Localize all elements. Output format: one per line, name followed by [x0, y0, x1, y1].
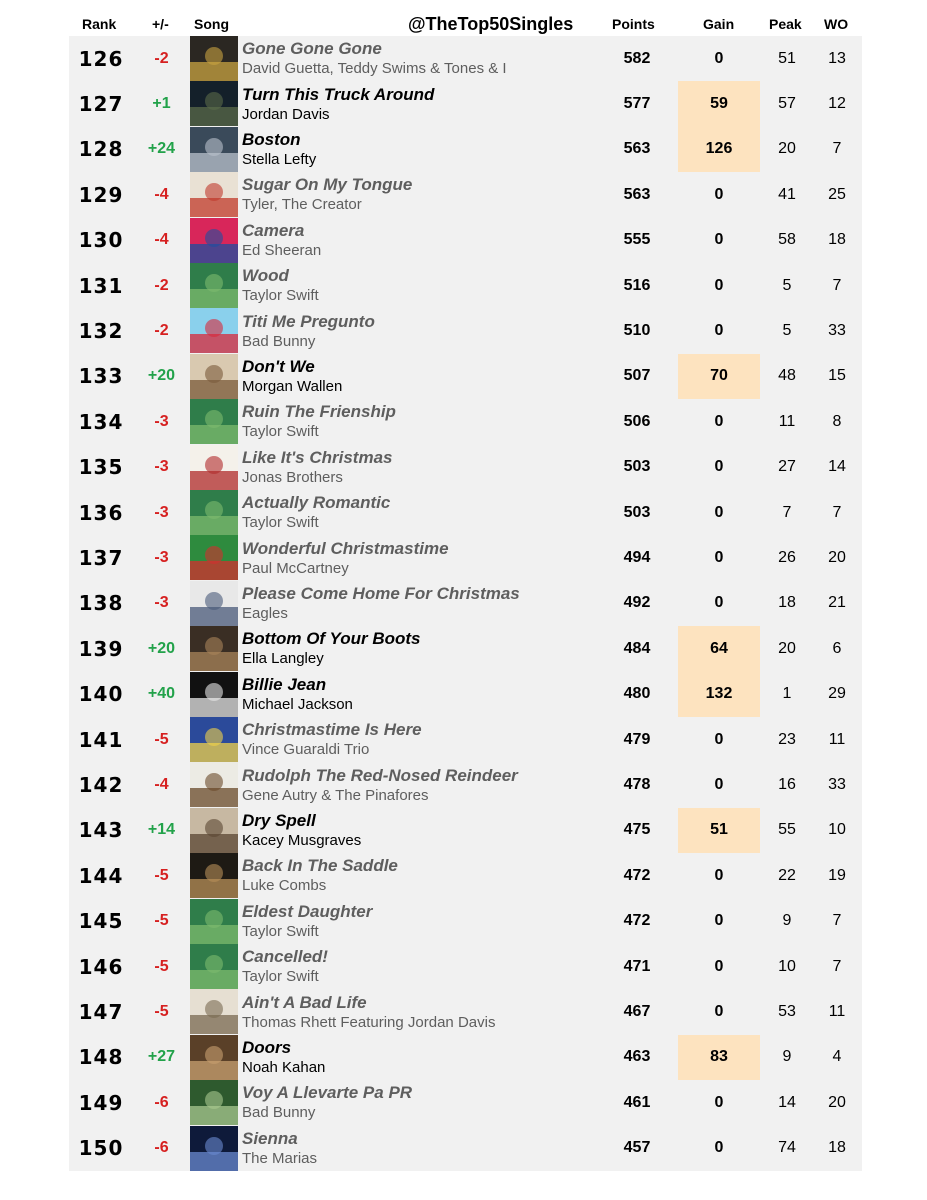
header-gain: Gain [703, 16, 735, 32]
song-title: Sienna [242, 1128, 298, 1148]
gain-value: 0 [714, 322, 724, 340]
rank-number: 138 [78, 591, 124, 616]
peak-value: 23 [778, 730, 796, 748]
song-artist: Bad Bunny [242, 332, 316, 350]
song-artist: Thomas Rhett Featuring Jordan Davis [242, 1013, 496, 1031]
rank-change: +40 [147, 685, 176, 703]
song-artist: Ella Langley [242, 650, 324, 668]
song-artist: Tyler, The Creator [242, 196, 362, 214]
rank-number: 129 [78, 182, 124, 207]
table-row [69, 36, 862, 81]
points-value: 506 [623, 412, 651, 430]
chart-account-title: @TheTop50Singles [408, 14, 574, 34]
song-title: Back In The Saddle [242, 856, 398, 876]
album-art-image [190, 399, 238, 444]
points-value: 492 [623, 594, 651, 612]
song-artist: Stella Lefty [242, 150, 317, 168]
song-artist: Michael Jackson [242, 695, 353, 713]
song-artist: Vince Guaraldi Trio [242, 741, 370, 759]
gain-value: 0 [714, 866, 724, 884]
rank-change: -6 [154, 1139, 169, 1157]
peak-value: 9 [782, 912, 792, 930]
points-value: 503 [623, 503, 651, 521]
song-title: Wonderful Christmastime [242, 538, 449, 558]
rank-change: -5 [154, 1003, 169, 1021]
peak-value: 20 [778, 140, 796, 158]
song-title: Don't We [242, 356, 315, 376]
album-art-image [190, 899, 238, 944]
album-art-image [190, 1126, 238, 1171]
peak-value: 48 [778, 367, 796, 385]
album-art-image [190, 218, 238, 263]
table-row [69, 127, 862, 172]
header-wo: WO [824, 16, 849, 32]
album-art-image [190, 626, 238, 671]
rank-change: +20 [147, 367, 176, 385]
rank-number: 142 [78, 773, 124, 798]
header-peak: Peak [769, 16, 802, 32]
gain-value: 0 [714, 458, 724, 476]
header-change: +/- [152, 16, 169, 32]
weeks-on-value: 11 [828, 1003, 846, 1021]
points-value: 484 [623, 639, 651, 657]
gain-value: 0 [714, 49, 724, 67]
points-value: 503 [623, 458, 651, 476]
points-value: 582 [623, 49, 651, 67]
table-row [69, 989, 862, 1034]
rank-number: 148 [78, 1045, 124, 1070]
album-art-image [190, 308, 238, 353]
peak-value: 18 [778, 594, 796, 612]
table-row [69, 172, 862, 217]
rank-change: +1 [152, 95, 171, 113]
table-row [69, 899, 862, 944]
points-value: 494 [623, 549, 651, 567]
gain-value: 0 [714, 912, 724, 930]
peak-value: 74 [778, 1139, 796, 1157]
song-title: Titi Me Pregunto [242, 311, 375, 331]
song-title: Christmastime Is Here [242, 720, 422, 740]
album-art-image [190, 354, 238, 399]
album-art-image [190, 127, 238, 172]
weeks-on-value: 21 [828, 594, 846, 612]
song-title: Dry Spell [242, 810, 316, 830]
gain-value: 0 [714, 1139, 724, 1157]
album-art-image [190, 445, 238, 490]
song-artist: The Marias [242, 1149, 318, 1167]
peak-value: 7 [782, 503, 792, 521]
album-art-image [190, 36, 238, 81]
rank-change: -5 [154, 730, 169, 748]
song-artist: Noah Kahan [242, 1058, 326, 1076]
song-artist: Taylor Swift [242, 287, 319, 305]
gain-value: 59 [678, 81, 760, 126]
album-art-image [190, 581, 238, 626]
table-row [69, 399, 862, 444]
points-value: 480 [623, 685, 651, 703]
song-title: Cancelled! [242, 947, 328, 967]
peak-value: 14 [778, 1093, 796, 1111]
song-artist: Jonas Brothers [242, 468, 343, 486]
weeks-on-value: 7 [832, 957, 842, 975]
table-row [69, 717, 862, 762]
rank-change: -4 [154, 231, 169, 249]
table-row [69, 445, 862, 490]
weeks-on-value: 20 [828, 1093, 846, 1111]
weeks-on-value: 4 [832, 1048, 842, 1066]
album-art-image [190, 989, 238, 1034]
rank-number: 140 [78, 682, 124, 707]
rank-change: -5 [154, 957, 169, 975]
song-artist: Kacey Musgraves [242, 831, 362, 849]
weeks-on-value: 10 [828, 821, 846, 839]
peak-value: 51 [778, 49, 796, 67]
table-row [69, 1080, 862, 1125]
points-value: 461 [623, 1093, 651, 1111]
album-art-image [190, 672, 238, 717]
points-value: 457 [623, 1139, 651, 1157]
song-artist: Eagles [242, 604, 288, 622]
table-row [69, 762, 862, 807]
rank-number: 145 [78, 909, 124, 934]
rank-change: +14 [147, 821, 176, 839]
table-row [69, 1126, 862, 1171]
points-value: 507 [623, 367, 651, 385]
song-artist: Taylor Swift [242, 423, 319, 441]
weeks-on-value: 7 [832, 276, 842, 294]
rank-change: +20 [147, 639, 176, 657]
table-row [69, 218, 862, 263]
song-title: Voy A Llevarte Pa PR [242, 1083, 413, 1103]
song-title: Gone Gone Gone [242, 39, 382, 59]
weeks-on-value: 20 [828, 549, 846, 567]
gain-value: 0 [714, 231, 724, 249]
rank-change: +24 [147, 140, 176, 158]
table-row [69, 672, 862, 717]
gain-value: 0 [714, 276, 724, 294]
weeks-on-value: 14 [828, 458, 846, 476]
weeks-on-value: 6 [832, 639, 842, 657]
header-song: Song [194, 16, 229, 32]
peak-value: 41 [778, 185, 796, 203]
gain-value: 0 [714, 549, 724, 567]
album-art-image [190, 762, 238, 807]
rank-number: 126 [78, 46, 124, 71]
song-title: Like It's Christmas [242, 447, 393, 467]
gain-value: 0 [714, 594, 724, 612]
gain-value: 0 [714, 503, 724, 521]
points-value: 516 [623, 276, 651, 294]
peak-value: 5 [782, 276, 792, 294]
rank-number: 143 [78, 818, 124, 843]
points-value: 478 [623, 776, 651, 794]
rank-number: 130 [78, 228, 124, 253]
peak-value: 1 [782, 685, 792, 703]
weeks-on-value: 12 [828, 95, 846, 113]
gain-value: 0 [714, 1093, 724, 1111]
peak-value: 53 [778, 1003, 796, 1021]
rank-change: -2 [154, 276, 169, 294]
gain-value: 0 [714, 776, 724, 794]
points-value: 577 [623, 95, 651, 113]
song-title: Turn This Truck Around [242, 84, 435, 104]
song-artist: Paul McCartney [242, 559, 349, 577]
rank-number: 146 [78, 954, 124, 979]
album-art-image [190, 81, 238, 126]
weeks-on-value: 19 [828, 866, 846, 884]
rank-number: 133 [78, 364, 124, 389]
rank-number: 134 [78, 409, 124, 434]
table-row [69, 490, 862, 535]
rank-change: -6 [154, 1093, 169, 1111]
table-header [0, 0, 927, 36]
table-row [69, 535, 862, 580]
peak-value: 5 [782, 322, 792, 340]
gain-value: 0 [714, 1003, 724, 1021]
song-artist: Taylor Swift [242, 968, 319, 986]
peak-value: 26 [778, 549, 796, 567]
weeks-on-value: 7 [832, 140, 842, 158]
gain-value: 0 [714, 957, 724, 975]
song-title: Please Come Home For Christmas [242, 583, 520, 603]
rank-number: 132 [78, 319, 124, 344]
weeks-on-value: 7 [832, 503, 842, 521]
song-title: Ain't A Bad Life [242, 992, 367, 1012]
gain-value: 70 [678, 354, 760, 399]
rank-number: 144 [78, 863, 124, 888]
song-title: Camera [242, 220, 305, 240]
table-row [69, 626, 862, 671]
table-row [69, 81, 862, 126]
rank-change: -5 [154, 866, 169, 884]
weeks-on-value: 33 [828, 776, 846, 794]
rank-change: -3 [154, 549, 169, 567]
weeks-on-value: 8 [832, 412, 842, 430]
rank-number: 136 [78, 500, 124, 525]
album-art-image [190, 1080, 238, 1125]
rank-number: 147 [78, 1000, 124, 1025]
rank-change: -5 [154, 912, 169, 930]
gain-value: 0 [714, 412, 724, 430]
album-art-image [190, 490, 238, 535]
table-row [69, 853, 862, 898]
table-row [69, 1035, 862, 1080]
rank-number: 150 [78, 1136, 124, 1161]
peak-value: 20 [778, 639, 796, 657]
points-value: 475 [623, 821, 651, 839]
gain-value: 126 [678, 127, 760, 172]
points-value: 471 [623, 957, 651, 975]
points-value: 479 [623, 730, 651, 748]
points-value: 467 [623, 1003, 651, 1021]
weeks-on-value: 25 [828, 185, 846, 203]
song-artist: David Guetta, Teddy Swims & Tones & I [242, 60, 507, 78]
album-art-image [190, 808, 238, 853]
weeks-on-value: 18 [828, 1139, 846, 1157]
rank-number: 135 [78, 455, 124, 480]
rank-number: 131 [78, 273, 124, 298]
song-title: Rudolph The Red-Nosed Reindeer [242, 765, 518, 785]
weeks-on-value: 29 [828, 685, 846, 703]
rank-number: 139 [78, 636, 124, 661]
table-row [69, 808, 862, 853]
gain-value: 132 [678, 672, 760, 717]
song-title: Actually Romantic [242, 493, 391, 513]
rank-number: 127 [78, 92, 124, 117]
rank-change: -3 [154, 594, 169, 612]
gain-value: 83 [678, 1035, 760, 1080]
song-title: Sugar On My Tongue [242, 175, 413, 195]
album-art-image [190, 172, 238, 217]
song-title: Eldest Daughter [242, 901, 373, 921]
header-points: Points [612, 16, 655, 32]
song-title: Ruin The Frienship [242, 402, 396, 422]
weeks-on-value: 7 [832, 912, 842, 930]
rank-change: -3 [154, 412, 169, 430]
points-value: 472 [623, 866, 651, 884]
table-row [69, 263, 862, 308]
peak-value: 27 [778, 458, 796, 476]
peak-value: 16 [778, 776, 796, 794]
song-artist: Ed Sheeran [242, 241, 322, 259]
album-art-image [190, 944, 238, 989]
song-artist: Taylor Swift [242, 514, 319, 532]
points-value: 472 [623, 912, 651, 930]
rank-number: 137 [78, 546, 124, 571]
points-value: 563 [623, 140, 651, 158]
song-title: Boston [242, 129, 301, 149]
song-title: Wood [242, 266, 289, 286]
table-row [69, 581, 862, 626]
weeks-on-value: 13 [828, 49, 846, 67]
weeks-on-value: 18 [828, 231, 846, 249]
gain-value: 64 [678, 626, 760, 671]
gain-value: 0 [714, 185, 724, 203]
song-artist: Luke Combs [242, 877, 327, 895]
table-row [69, 944, 862, 989]
rank-change: -4 [154, 185, 169, 203]
table-row [69, 308, 862, 353]
rank-change: -2 [154, 322, 169, 340]
rank-number: 149 [78, 1090, 124, 1115]
album-art-image [190, 717, 238, 762]
points-value: 510 [623, 322, 651, 340]
peak-value: 10 [778, 957, 796, 975]
song-artist: Jordan Davis [242, 105, 330, 123]
song-title: Bottom Of Your Boots [242, 629, 421, 649]
gain-value: 0 [714, 730, 724, 748]
song-artist: Taylor Swift [242, 922, 319, 940]
peak-value: 55 [778, 821, 796, 839]
weeks-on-value: 33 [828, 322, 846, 340]
peak-value: 9 [782, 1048, 792, 1066]
peak-value: 57 [778, 95, 796, 113]
peak-value: 22 [778, 866, 796, 884]
points-value: 555 [623, 231, 651, 249]
album-art-image [190, 1035, 238, 1080]
weeks-on-value: 11 [828, 730, 846, 748]
peak-value: 11 [778, 412, 796, 430]
song-artist: Bad Bunny [242, 1104, 316, 1122]
points-value: 463 [623, 1048, 651, 1066]
rank-change: +27 [147, 1048, 176, 1066]
rank-change: -3 [154, 503, 169, 521]
song-title: Billie Jean [242, 674, 327, 694]
gain-value: 51 [678, 808, 760, 853]
header-rank: Rank [82, 16, 117, 32]
rank-change: -3 [154, 458, 169, 476]
album-art-image [190, 535, 238, 580]
album-art-image [190, 263, 238, 308]
rank-number: 128 [78, 137, 124, 162]
song-title: Doors [242, 1037, 292, 1057]
song-artist: Gene Autry & The Pinafores [242, 786, 429, 804]
weeks-on-value: 15 [828, 367, 846, 385]
album-art-image [190, 853, 238, 898]
chart-table [69, 36, 862, 1171]
points-value: 563 [623, 185, 651, 203]
song-artist: Morgan Wallen [242, 377, 343, 395]
table-row [69, 354, 862, 399]
rank-number: 141 [78, 727, 124, 752]
rank-change: -4 [154, 776, 169, 794]
rank-change: -2 [154, 49, 169, 67]
peak-value: 58 [778, 231, 796, 249]
